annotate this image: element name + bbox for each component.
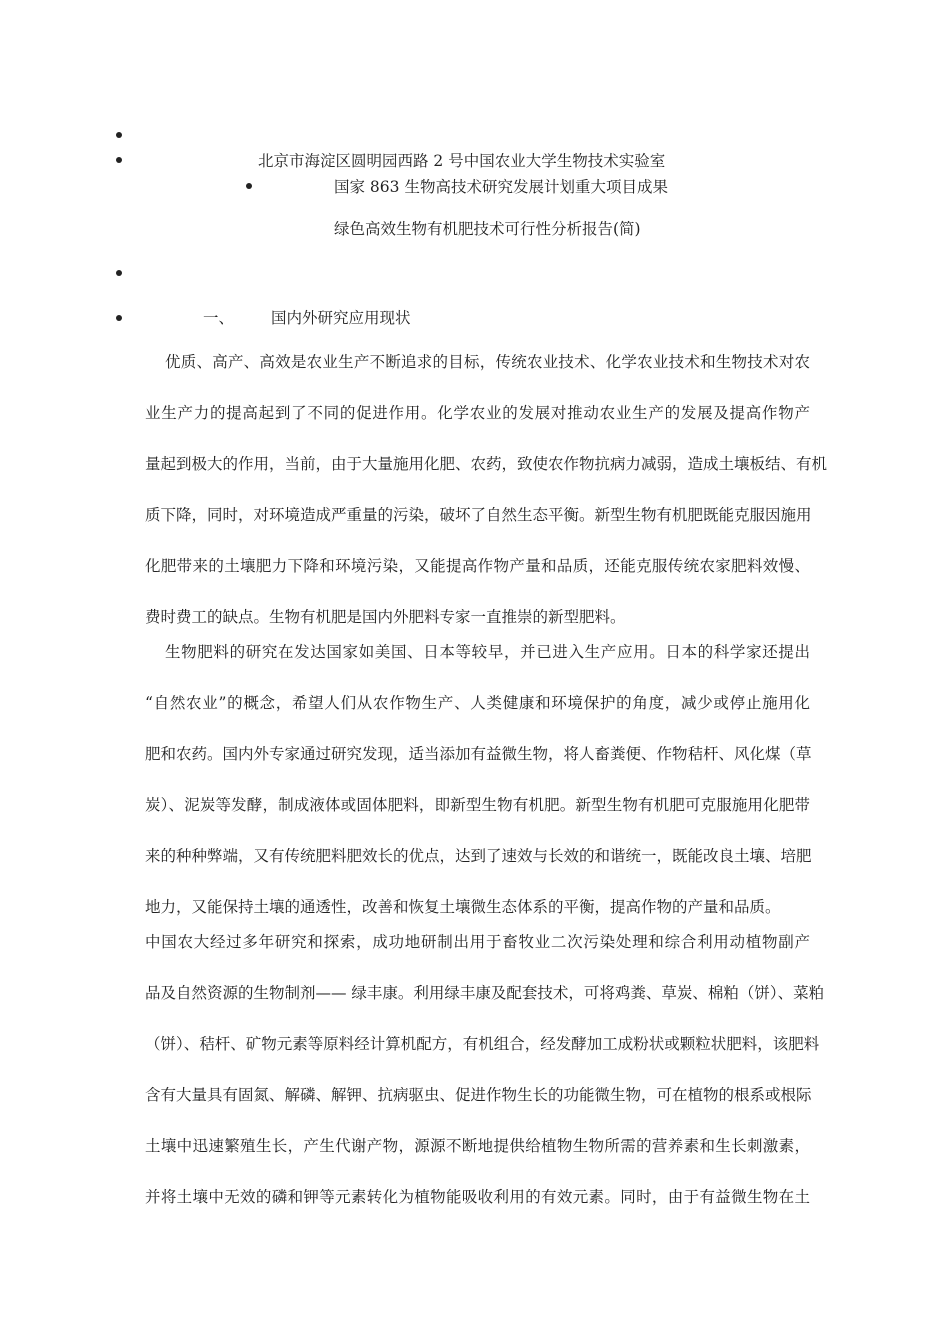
paragraph-line: 中国农大经过多年研究和探索，成功地研制出用于畜牧业二次污染处理和综合利用动植物副产 (145, 933, 810, 951)
paragraph-line: 化肥带来的土壤肥力下降和环境污染，又能提高作物产量和品质，还能克服传统农家肥料效慢、 (145, 557, 810, 575)
address-line: 北京市海淀区圆明园西路 2 号中国农业大学生物技术实验室 (258, 152, 666, 170)
bullet-marker (116, 270, 122, 276)
paragraph-line: 业生产力的提高起到了不同的促进作用。化学农业的发展对推动农业生产的发展及提高作物产 (145, 404, 810, 422)
paragraph-line: 量起到极大的作用，当前，由于大量施用化肥、农药，致使农作物抗病力减弱，造成土壤板结、有机 (145, 455, 828, 473)
paragraph-line: 来的种种弊端，又有传统肥料肥效长的优点，达到了速效与长效的和谐统一，既能改良土壤、培肥 (145, 847, 812, 865)
paragraph-line: 品及自然资源的生物制剂—— 绿丰康。利用绿丰康及配套技术，可将鸡粪、草炭、棉粕（饼）、菜粕 (145, 984, 825, 1002)
report-title: 绿色高效生物有机肥技术可行性分析报告(简) (334, 220, 641, 238)
paragraph (145, 917, 825, 1223)
bullet-marker (246, 183, 252, 189)
paragraph-line: 费时费工的缺点。生物有机肥是国内外肥料专家一直推崇的新型肥料。 (145, 608, 626, 626)
paragraph-line: 生物肥料的研究在发达国家如美国、日本等较早，并已进入生产应用。日本的科学家还提出 (165, 643, 810, 661)
paragraph-line: 含有大量具有固氮、解磷、解钾、抗病驱虫、促进作物生长的功能微生物，可在植物的根系或根际 (145, 1086, 812, 1104)
paragraph-line: 质下降，同时，对环境造成严重量的污染，破坏了自然生态平衡。新型生物有机肥既能克服因施用 (145, 506, 812, 524)
bullet-marker (116, 132, 122, 138)
paragraph-line: 地力，又能保持土壤的通透性，改善和恢复土壤微生态体系的平衡，提高作物的产量和品质。 (145, 898, 781, 916)
project-line: 国家 863 生物高技术研究发展计划重大项目成果 (334, 178, 668, 196)
paragraph (145, 627, 810, 933)
paragraph-line: 优质、高产、高效是农业生产不断追求的目标，传统农业技术、化学农业技术和生物技术对农 (165, 353, 810, 371)
bullet-marker (116, 315, 122, 321)
paragraph-line: 并将土壤中无效的磷和钾等元素转化为植物能吸收利用的有效元素。同时，由于有益微生物在土 (145, 1188, 810, 1206)
bullet-marker (116, 157, 122, 163)
section-title: 国内外研究应用现状 (271, 309, 411, 327)
paragraph-line: “自然农业”的概念，希望人们从农作物生产、人类健康和环境保护的角度，减少或停止施用化 (145, 694, 810, 712)
section-number: 一、 (203, 309, 235, 327)
paragraph-line: （饼）、秸杆、矿物元素等原料经计算机配方，有机组合，经发酵加工成粉状或颗粒状肥料，该肥料 (145, 1035, 820, 1053)
paragraph-line: 肥和农药。国内外专家通过研究发现，适当添加有益微生物，将人畜粪便、作物秸杆、风化煤（草 (145, 745, 812, 763)
paragraph-line: 炭）、泥炭等发酵，制成液体或固体肥料，即新型生物有机肥。新型生物有机肥可克服施用化肥带 (145, 796, 810, 814)
paragraph (145, 337, 828, 643)
paragraph-line: 土壤中迅速繁殖生长，产生代谢产物，源源不断地提供给植物生物所需的营养素和生长刺激素， (145, 1137, 810, 1155)
